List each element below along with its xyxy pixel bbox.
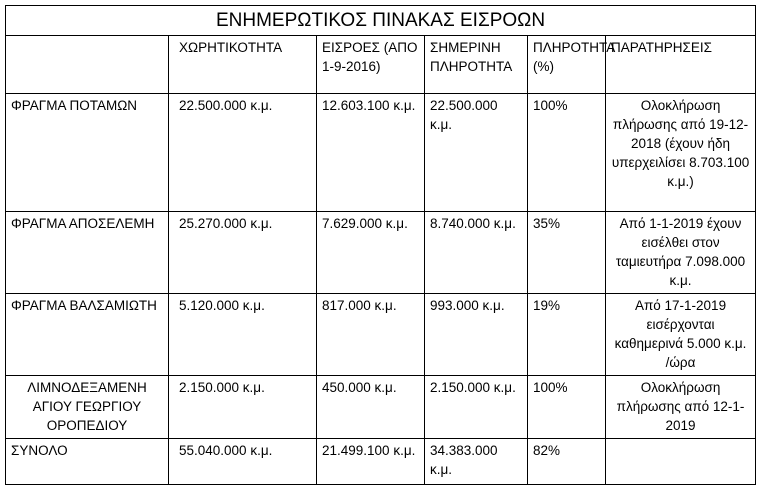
row-name: ΦΡΑΓΜΑ ΒΑΛΣΑΜΙΩΤΗ	[6, 294, 169, 376]
header-cell-name	[6, 36, 169, 94]
header-cell-inflows: ΕΙΣΡΟΕΣ (ΑΠΟ 1-9-2016)	[317, 36, 425, 94]
table-title: ΕΝΗΜΕΡΩΤΙΚΟΣ ΠΙΝΑΚΑΣ ΕΙΣΡΟΩΝ	[6, 6, 756, 36]
total-name: ΣΥΝΟΛΟ	[6, 439, 169, 485]
table-row	[6, 376, 756, 439]
row-pct: 100%	[528, 94, 606, 212]
table-row	[6, 94, 756, 212]
total-row	[6, 439, 756, 485]
row-notes: Από 17-1-2019 εισέρχονται καθημερινά 5.000 κ.μ. /ώρα	[606, 294, 756, 376]
table-row	[6, 294, 756, 376]
total-inflows: 21.499.100 κ.μ.	[317, 439, 425, 485]
header-cell-pct: ΠΛΗΡΟΤΗΤΑ (%)	[528, 36, 606, 94]
row-inflows: 450.000 κ.μ.	[317, 376, 425, 439]
inflows-table	[5, 5, 756, 485]
row-notes: Ολοκλήρωση πλήρωσης από 12-1-2019	[606, 376, 756, 439]
row-inflows: 7.629.000 κ.μ.	[317, 212, 425, 294]
table-row	[6, 212, 756, 294]
total-notes	[606, 439, 756, 485]
row-fill: 2.150.000 κ.μ.	[425, 376, 528, 439]
row-pct: 19%	[528, 294, 606, 376]
header-cell-fill: ΣΗΜΕΡΙΝΗ ΠΛΗΡΟΤΗΤΑ	[425, 36, 528, 94]
row-pct: 35%	[528, 212, 606, 294]
row-capacity: 22.500.000 κ.μ.	[169, 94, 317, 212]
row-capacity: 25.270.000 κ.μ.	[169, 212, 317, 294]
row-fill: 993.000 κ.μ.	[425, 294, 528, 376]
header-cell-notes: ΠΑΡΑΤΗΡΗΣΕΙΣ	[606, 36, 756, 94]
row-name: ΛΙΜΝΟΔΕΞΑΜΕΝΗ ΑΓΙΟΥ ΓΕΩΡΓΙΟΥ ΟΡΟΠΕΔΙΟΥ	[6, 376, 169, 439]
row-capacity: 2.150.000 κ.μ.	[169, 376, 317, 439]
row-pct: 100%	[528, 376, 606, 439]
row-notes: Ολοκλήρωση πλήρωσης από 19-12-2018 (έχουν ήδη υπερχειλίσει 8.703.100 κ.μ.)	[606, 94, 756, 212]
row-inflows: 12.603.100 κ.μ.	[317, 94, 425, 212]
total-pct: 82%	[528, 439, 606, 485]
title-row	[6, 6, 756, 36]
total-capacity: 55.040.000 κ.μ.	[169, 439, 317, 485]
row-fill: 8.740.000 κ.μ.	[425, 212, 528, 294]
row-capacity: 5.120.000 κ.μ.	[169, 294, 317, 376]
total-fill: 34.383.000 κ.μ.	[425, 439, 528, 485]
row-inflows: 817.000 κ.μ.	[317, 294, 425, 376]
header-cell-capacity: ΧΩΡΗΤΙΚΟΤΗΤΑ	[169, 36, 317, 94]
row-notes: Από 1-1-2019 έχουν εισέλθει στον ταμιευτήρα 7.098.000 κ.μ.	[606, 212, 756, 294]
row-name: ΦΡΑΓΜΑ ΑΠΟΣΕΛΕΜΗ	[6, 212, 169, 294]
row-name: ΦΡΑΓΜΑ ΠΟΤΑΜΩΝ	[6, 94, 169, 212]
row-fill: 22.500.000 κ.μ.	[425, 94, 528, 212]
header-row	[6, 36, 756, 94]
